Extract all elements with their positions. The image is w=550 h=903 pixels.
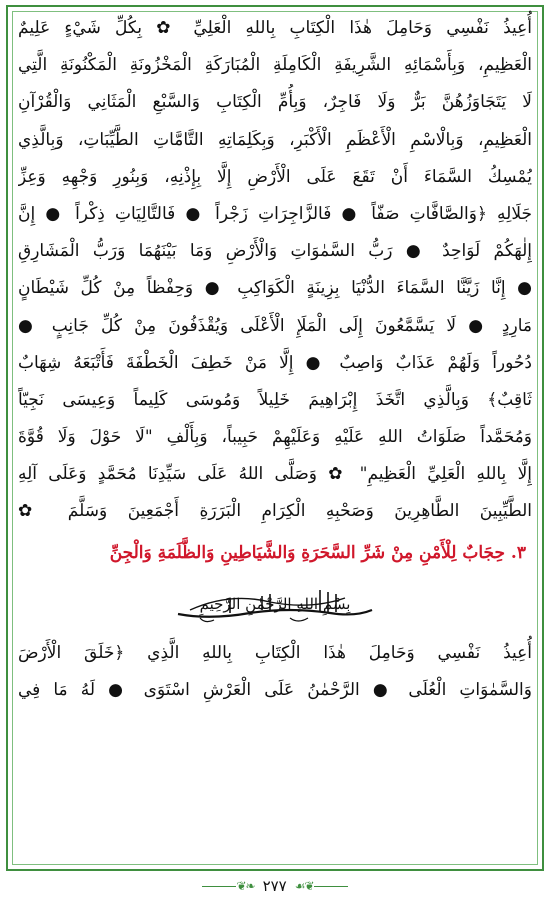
text-line: لَا يَتَجَاوَزُهُنَّ بَرٌّ وَلَا فَاجِرٌ، وَبِأُمِّ الْكِتَابِ وَالسَّبْعِ الْمَثَانِي وَالْقُرْآنِ — [18, 92, 532, 113]
text-line: وَالسَّمٰوَاتِ الْعُلَى ● الرَّحْمٰنُ عَلَى الْعَرْشِ اسْتَوَى ● لَهُ مَا فِي — [18, 679, 532, 700]
text-line: إِلَّا بِاللهِ الْعَلِيِّ الْعَظِيمِ" ✿ وَصَلَّى اللهُ عَلَى سَيِّدِنَا مُحَمَّدٍ وَعَلَى آلِهِ — [18, 464, 532, 485]
text-line: دُحُوراً وَلَهُمْ عَذَابٌ وَاصِبٌ ● إِلَّا مَنْ خَطِفَ الْخَطْفَةَ فَأَتْبَعَهُ شِهَابٌ — [18, 352, 532, 373]
page-number: ٢٧٧ — [262, 877, 287, 895]
text-line: الْعَظِيمِ، وَبِأَسْمَائِهِ الشَّرِيفَةِ الْكَامِلَةِ الْمُبَارَكَةِ الْمَخْزُونَةِ الْمَكْنُونَةِ الَّتِي — [18, 55, 532, 76]
footer-rule-left — [202, 886, 236, 887]
text-line: ثَاقِبٌ﴾ وَبِالَّذِي اتَّخَذَ إِبْرَاهِيمَ خَلِيلاً وَمُوسَى كَلِيماً وَعِيسَى نَجِيّاً — [18, 389, 532, 410]
footer-rule-right — [314, 886, 348, 887]
text-line: أُعِيذُ نَفْسِي وَحَامِلَ هٰذَا الْكِتَابِ بِاللهِ الْعَلِيِّ ✿ بِكُلِّ شَيْءٍ عَلِيمٌ — [18, 18, 532, 38]
text-line: الْعَظِيمِ، وَبِالْاسْمِ الْأَعْظَمِ الْأَكْبَرِ، وَبِكَلِمَاتِهِ التَّامَّاتِ الطَّيِّبَاتِ، وَبِالَّذِي — [18, 129, 532, 150]
text-line: وَمُحَمَّداً صَلَوَاتُ اللهِ عَلَيْهِ وَعَلَيْهِمْ حَبِيباً، وَبِأَلْفِ "لَا حَوْلَ وَلَا قُوَّةَ — [18, 427, 532, 448]
basmala-text: بِسْمِ اللهِ الرَّحْمٰنِ الرَّحِيمِ — [199, 594, 351, 613]
ornament-icon: ❦❧ — [236, 879, 255, 893]
section-heading: ٣. حِجَابٌ لِلْأَمْنِ مِنْ شَرِّ السَّحَرَةِ وَالشَّيَاطِينِ وَالظَّلَمَةِ وَالْجِنِّ — [109, 542, 526, 563]
text-line: إِلٰهَكُمْ لَوَاحِدٌ ● رَبُّ السَّمٰوَاتِ وَالْأَرْضِ وَمَا بَيْنَهُمَا وَرَبُّ الْمَشَارِقِ — [18, 241, 532, 262]
text-line: مَارِدٍ ● لَا يَسَّمَّعُونَ إِلَى الْمَلَإِ الْأَعْلَى وَيُقْذَفُونَ مِنْ كُلِّ جَانِبٍ ● — [18, 315, 532, 336]
text-line: الطَّيِّبِينَ الطَّاهِرِينَ وَصَحْبِهِ الْكِرَامِ الْبَرَرَةِ أَجْمَعِينَ وَسَلَّمَ ✿ — [18, 501, 532, 522]
text-line: أُعِيذُ نَفْسِي وَحَامِلَ هٰذَا الْكِتَابِ بِاللهِ الَّذِي ﴿خَلَقَ الْأَرْضَ — [18, 642, 532, 663]
text-line: جَلَالِهِ ﴿وَالصَّافَّاتِ صَفّاً ● فَالزَّاجِرَاتِ زَجْراً ● فَالتَّالِيَاتِ ذِكْراً ● إِنَّ — [18, 203, 532, 224]
basmala-calligraphy-image — [170, 580, 380, 630]
page-footer — [0, 872, 550, 900]
basmala-calligraphy — [18, 575, 532, 635]
ornament-icon: ☙❦ — [294, 879, 314, 893]
text-line: ● إِنَّا زَيَّنَّا السَّمَاءَ الدُّنْيَا بِزِينَةٍ الْكَوَاكِبِ ● وَحِفْظاً مِنْ كُلِّ شَيْطَانٍ — [18, 278, 532, 299]
page-content — [18, 10, 532, 709]
text-line: يُمْسِكُ السَّمَاءَ أَنْ تَقَعَ عَلَى الْأَرْضِ إِلَّا بِإِذْنِهِ، وَبِنُورِ وَجْهِهِ وَعِزِّ — [18, 166, 532, 187]
